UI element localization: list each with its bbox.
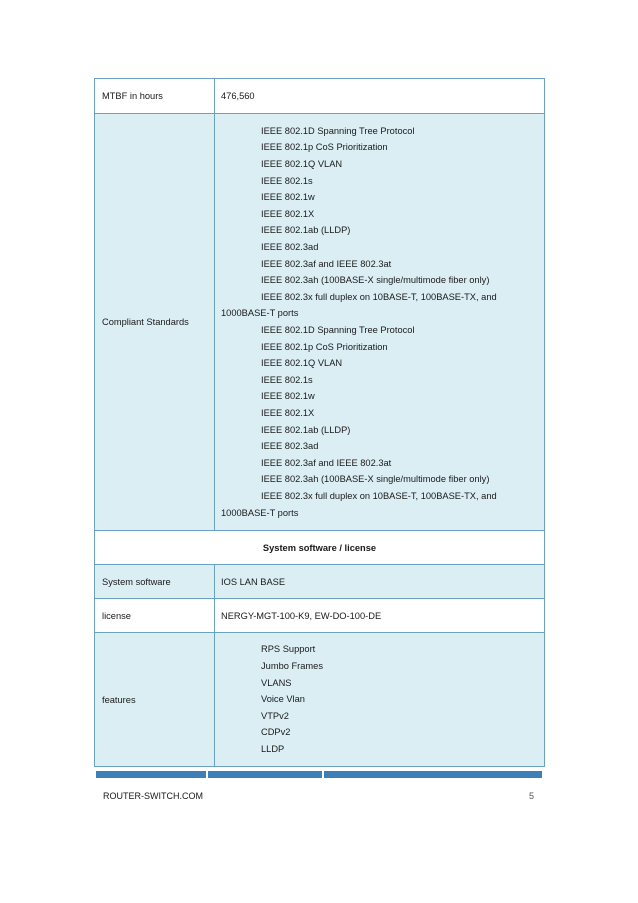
standard-item: IEEE 802.1p CoS Prioritization bbox=[261, 142, 388, 153]
standard-item: IEEE 802.3ad bbox=[261, 242, 319, 253]
standard-item: IEEE 802.3af and IEEE 802.3at bbox=[261, 457, 392, 468]
standard-item: IEEE 802.3ah (100BASE-X single/multimode fiber only) bbox=[261, 474, 490, 485]
standard-item: IEEE 802.3ah (100BASE-X single/multimode fiber only) bbox=[261, 275, 490, 286]
standard-item: IEEE 802.1X bbox=[261, 208, 315, 219]
standard-item: IEEE 802.1ab (LLDP) bbox=[261, 424, 351, 435]
standards-cell bbox=[215, 114, 545, 531]
standard-item: IEEE 802.1Q VLAN bbox=[261, 358, 343, 369]
standard-item: IEEE 802.1w bbox=[261, 192, 315, 203]
license-value: NERGY-MGT-100-K9, EW-DO-100-DE bbox=[215, 599, 545, 633]
page-number: 5 bbox=[529, 791, 535, 801]
feature-item: VTPv2 bbox=[261, 710, 289, 721]
divider-gap bbox=[322, 771, 324, 778]
standard-item: IEEE 802.1p CoS Prioritization bbox=[261, 341, 388, 352]
standard-item: IEEE 802.1ab (LLDP) bbox=[261, 225, 351, 236]
system-software-value: IOS LAN BASE bbox=[215, 565, 545, 599]
feature-item: CDPv2 bbox=[261, 727, 291, 738]
standard-item: IEEE 802.1X bbox=[261, 407, 315, 418]
license-label: license bbox=[95, 599, 215, 633]
mtbf-value: 476,560 bbox=[215, 79, 545, 114]
feature-item: Voice Vlan bbox=[261, 694, 305, 705]
table-row-system-software bbox=[95, 565, 545, 599]
divider-gap bbox=[206, 771, 208, 778]
section-header: System software / license bbox=[95, 531, 545, 565]
standard-item: IEEE 802.3x full duplex on 10BASE-T, 100BASE-TX, and bbox=[261, 291, 497, 302]
system-software-label: System software bbox=[95, 565, 215, 599]
mtbf-label: MTBF in hours bbox=[95, 79, 215, 114]
table-row-mtbf bbox=[95, 79, 545, 114]
feature-item: VLANS bbox=[261, 677, 292, 688]
features-label: features bbox=[95, 633, 215, 767]
feature-item: Jumbo Frames bbox=[261, 661, 323, 672]
feature-item: RPS Support bbox=[261, 644, 316, 655]
features-cell bbox=[215, 633, 545, 767]
standard-item: IEEE 802.1D Spanning Tree Protocol bbox=[261, 325, 415, 335]
table-row-section-header bbox=[95, 531, 545, 565]
footer-site-name: ROUTER-SWITCH.COM bbox=[103, 791, 203, 801]
spec-table bbox=[94, 78, 545, 767]
standard-item: IEEE 802.1s bbox=[261, 374, 313, 385]
footer-divider-bar bbox=[96, 771, 542, 778]
standard-item: IEEE 802.1D Spanning Tree Protocol bbox=[261, 125, 415, 136]
standards-label: Compliant Standards bbox=[95, 114, 215, 531]
standard-item-continuation: 1000BASE-T ports bbox=[221, 308, 299, 319]
standard-item: IEEE 802.3ad bbox=[261, 441, 319, 452]
standard-item: IEEE 802.3af and IEEE 802.3at bbox=[261, 258, 392, 269]
feature-item: LLDP bbox=[261, 743, 285, 754]
standard-item-continuation: 1000BASE-T ports bbox=[221, 507, 299, 518]
standard-item: IEEE 802.1w bbox=[261, 391, 315, 402]
standard-item: IEEE 802.1Q VLAN bbox=[261, 159, 343, 170]
standard-item: IEEE 802.3x full duplex on 10BASE-T, 100BASE-TX, and bbox=[261, 490, 497, 501]
table-row-features bbox=[95, 633, 545, 767]
table-row-standards bbox=[95, 114, 545, 531]
table-row-license bbox=[95, 599, 545, 633]
standard-item: IEEE 802.1s bbox=[261, 175, 313, 186]
